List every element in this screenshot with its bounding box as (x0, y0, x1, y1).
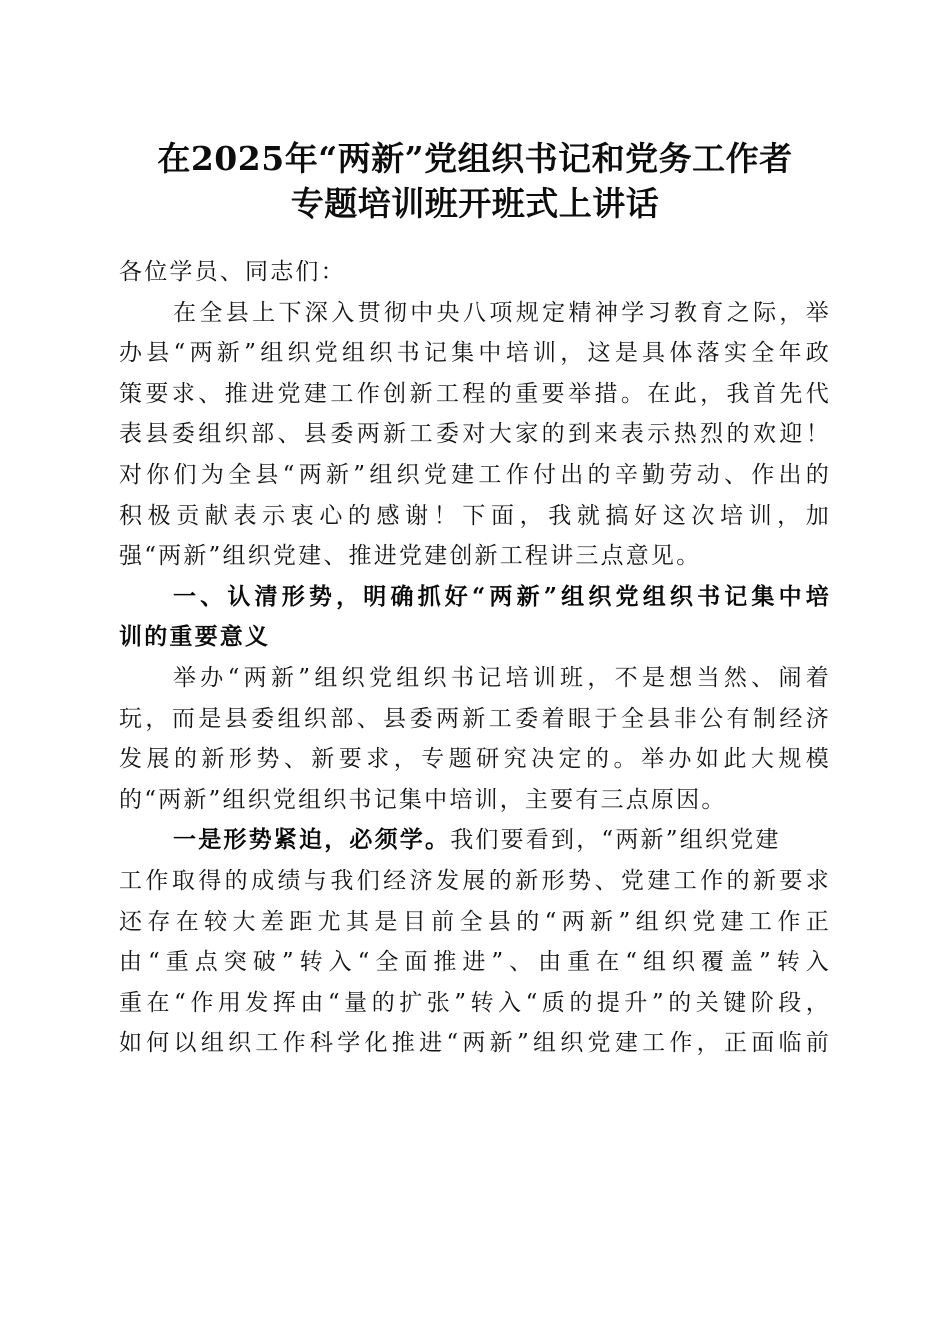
paragraph-1-line: 策要求、推进党建工作创新工程的重要举措。在此，我首先代 (119, 380, 831, 407)
salutation: 各位学员、同志们： (119, 259, 346, 285)
paragraph-1-line: 强“两新”组织党建、推进党建创新工程讲三点意见。 (119, 543, 702, 570)
paragraph-3-line: 如何以组织工作科学化推进“两新”组织党建工作，正面临前 (119, 1030, 831, 1057)
paragraph-1-line: 积极贡献表示衷心的感谢！下面，我就搞好这次培训，加 (119, 502, 831, 529)
paragraph-1-line: 在全县上下深入贯彻中央八项规定精神学习教育之际，举 (173, 299, 831, 326)
section-heading-line: 训的重要意义 (119, 623, 271, 651)
paragraph-3-line: 工作取得的成绩与我们经济发展的新形势、党建工作的新要求 (119, 867, 831, 894)
paragraph-3-first-line (119, 820, 831, 861)
paragraph-1-line: 办县“两新”组织党组织书记集中培训，这是具体落实全年政 (119, 340, 831, 367)
paragraph-1-line: 表县委组织部、县委两新工委对大家的到来表示热烈的欢迎！ (119, 421, 831, 448)
document-title-line-2: 专题培训班开班式上讲话 (290, 184, 660, 223)
section-heading-line: 一、认清形势，明确抓好“两新”组织党组织书记集中培 (173, 582, 831, 610)
paragraph-1-line: 对你们为全县“两新”组织党建工作付出的辛勤劳动、作出的 (119, 461, 831, 488)
paragraph-3-first-rest: 我们要看到，“两新”组织党建 (450, 827, 781, 854)
document-body (119, 252, 831, 1064)
document-title-line-1: 在2025年“两新”党组织书记和党务工作者 (157, 139, 793, 178)
paragraph-3-line: 由“重点突破”转入“全面推进”、由重在“组织覆盖”转入 (119, 949, 831, 976)
paragraph-2-line: 发展的新形势、新要求，专题研究决定的。举办如此大规模 (119, 746, 831, 773)
paragraph-3-lead: 一是形势紧迫，必须学。 (173, 826, 451, 854)
paragraph-3-line: 还存在较大差距尤其是目前全县的“两新”组织党建工作正 (119, 908, 831, 935)
paragraph-2-line: 玩，而是县委组织部、县委两新工委着眼于全县非公有制经济 (119, 705, 831, 732)
paragraph-2-line: 的“两新”组织党组织书记集中培训，主要有三点原因。 (119, 786, 727, 813)
paragraph-2-line: 举办“两新”组织党组织书记培训班，不是想当然、闹着 (173, 664, 831, 691)
paragraph-3-line: 重在“作用发挥由“量的扩张”转入“质的提升”的关键阶段， (119, 989, 831, 1016)
